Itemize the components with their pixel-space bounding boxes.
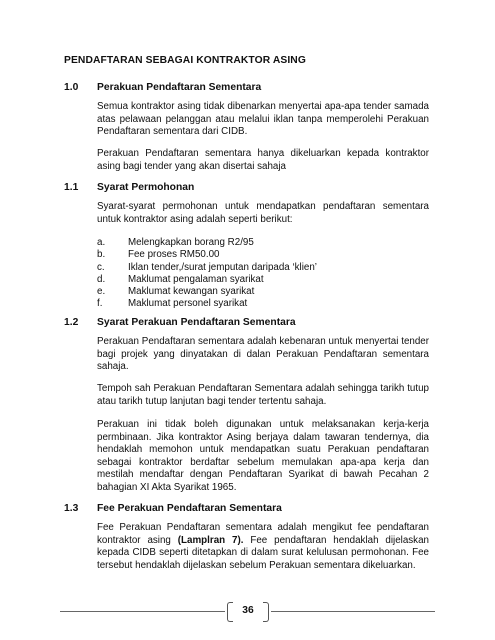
section-title: Syarat Permohonan [97,182,195,193]
list-letter: c. [97,261,105,273]
page-footer [60,600,435,624]
list-letter: a. [97,237,106,248]
paragraph: Semua kontraktor asing tidak dibenarkan menyertai apa-apa tender samada atas pelawaan pelanggan atau melalui iklan tanpa memperolehi Perakuan Pendaftaran sementara dari CIDB. [97,101,429,138]
paragraph: Tempoh sah Perakuan Pendaftaran Sementara adalah sehingga tarikh tutup atau tarikh tutup lanjutan bagi tender tertentu sahaja. [97,383,429,407]
list-item [97,274,317,286]
list-item [97,298,317,310]
paragraph: Perakuan ini tidak boleh digunakan untuk melaksanakan kerja-kerja permbinaan. Jika kontraktor Asing berjaya dalam tawaran tendernya, dia hendaklah memohon untuk mendapatkan suatu Perakuan pendaftaran sebagai kontraktor berdaftar sebelum memulakan apa-apa kerja dan mestilah mendaftar dengan Pendaftaran Syarikat di bawah Pecahan 2 bahagian XI Akta Syarikat 1965. [97,419,429,493]
requirements-list [97,237,317,311]
appendix-reference: (Lamplran 7). [177,534,244,546]
section-1-2-heading [64,317,296,328]
list-letter: b. [97,249,106,261]
list-item [97,262,317,274]
paragraph: Syarat-syarat permohonan untuk mendapatkan pendaftaran sementara untuk kontraktor asing adalah seperti berikut: [97,201,429,225]
section-title: Syarat Perakuan Pendaftaran Sementara [97,317,296,328]
document-title: PENDAFTARAN SEBAGAI KONTRAKTOR ASING [64,55,306,66]
list-letter: e. [97,286,106,298]
list-text: Maklumat personel syarikat [128,298,248,310]
section-number: 1.2 [64,317,79,328]
section-number: 1.3 [64,503,79,514]
paragraph: Perakuan Pendaftaran sementara adalah kebenaran untuk menyertai tender bagi projek yang dinyatakan di dalan Perakuan Pendaftaran sementara sahaja. [97,336,429,373]
list-text: Iklan tender,/surat jemputan daripada ‘klien’ [128,261,317,273]
section-1-1-heading [64,182,194,193]
list-text: Fee proses RM50.00 [128,249,220,261]
list-text: Melengkapkan borang R2/95 [128,237,254,248]
list-item [97,286,317,298]
page-number-bracket [263,602,269,622]
footer-divider [60,611,225,612]
section-number: 1.1 [64,182,79,193]
list-item [97,237,317,249]
section-1-3-heading [64,503,282,514]
list-letter: d. [97,273,106,285]
section-title: Fee Perakuan Pendaftaran Sementara [97,503,282,514]
list-letter: f. [97,298,103,310]
section-title: Perakuan Pendaftaran Sementara [97,82,262,93]
paragraph-text: Fee Perakuan Pendaftaran sementara adalah mengikut fee pendaftaran kontraktor asing [97,522,429,546]
list-text: Maklumat kewangan syarikat [128,286,255,298]
page-number: 36 [242,605,254,616]
section-1-0-heading [64,82,261,93]
list-item [97,249,317,261]
paragraph [97,522,429,572]
footer-divider [271,611,435,612]
section-number: 1.0 [64,82,79,93]
list-text: Maklumat pengalaman syarikat [128,273,264,285]
paragraph-text: Fee pendaftaran hendaklah dijelaskan kepada CIDB seperti ditetapkan di dalam surat kelulusan permohonan. Fee tersebut hendaklah dijelaskan sebelum Perakuan sementara dikeluarkan. [97,534,429,571]
paragraph: Perakuan Pendaftaran sementara hanya dikeluarkan kepada kontraktor asing bagi tender yang akan disertai sahaja [97,148,429,172]
